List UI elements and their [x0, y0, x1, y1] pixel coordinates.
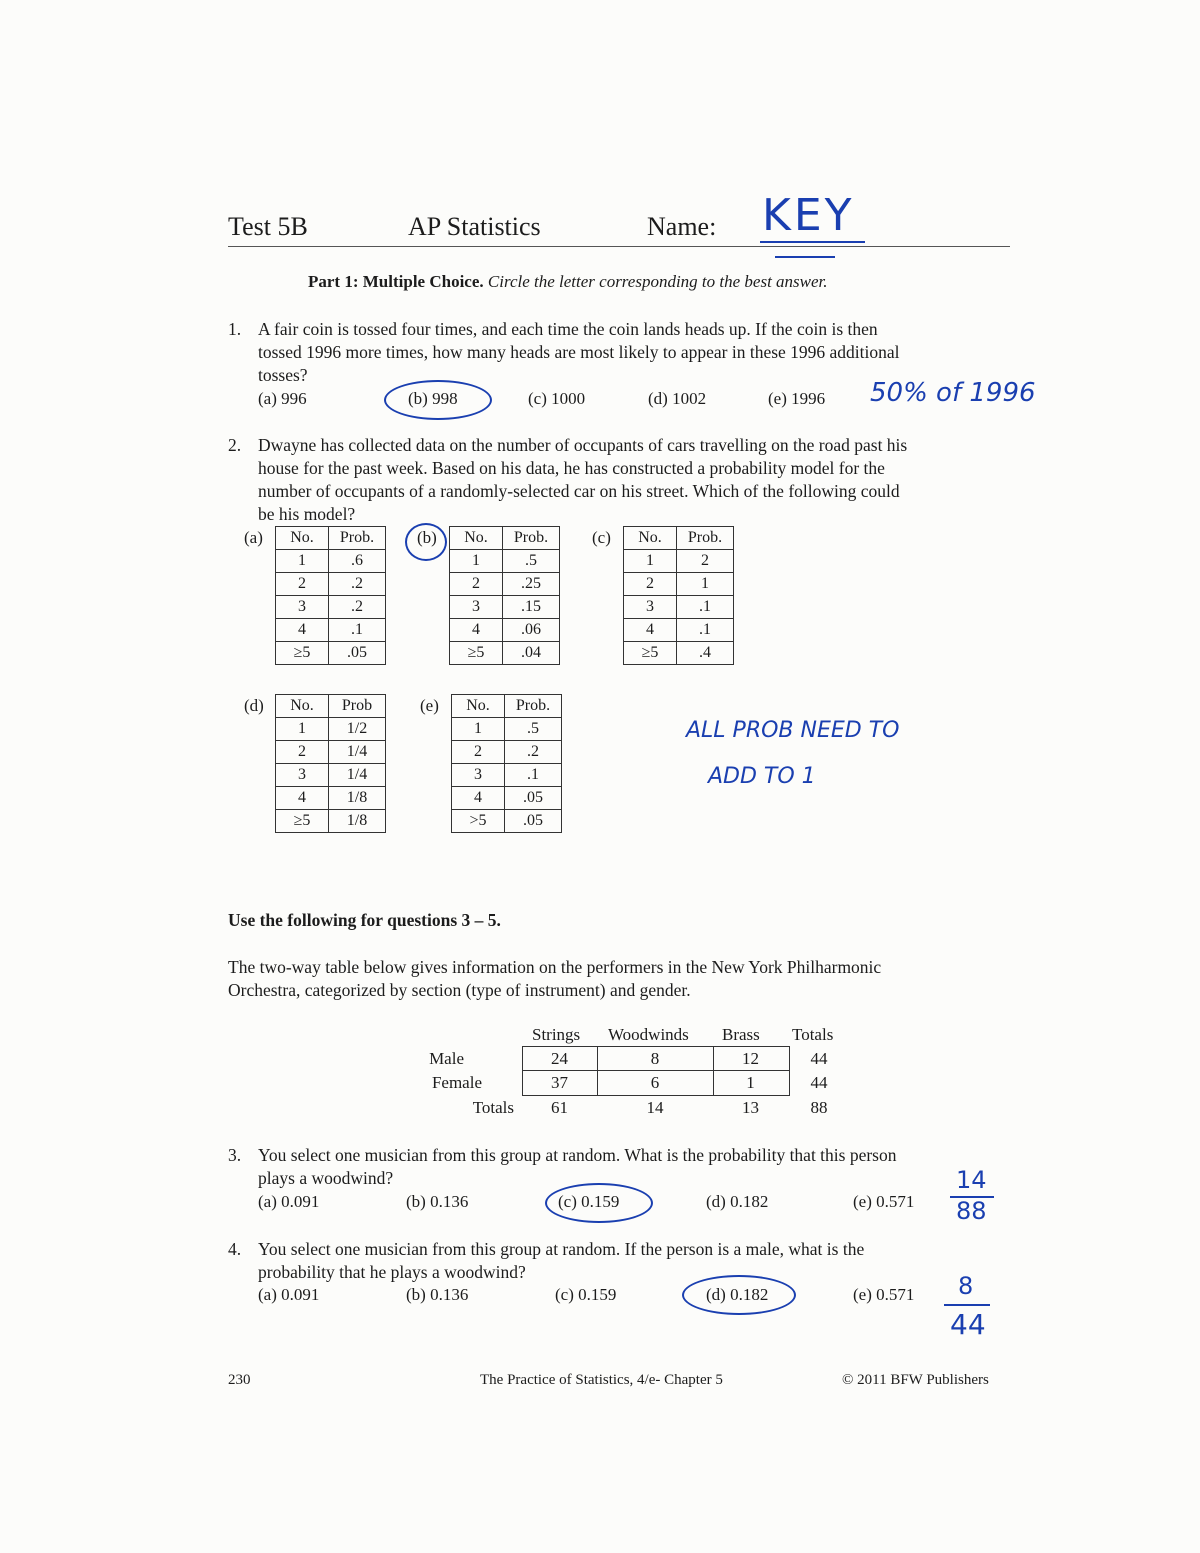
q2-line: Dwayne has collected data on the number of occupants of cars travelling on the road past his [258, 435, 908, 455]
table-cell: 1 [276, 718, 329, 741]
table-cell: >5 [452, 810, 505, 833]
q3-fraction-denominator: 88 [956, 1197, 987, 1225]
q1-option-e[interactable]: (e) 1996 [768, 389, 826, 408]
q4-answer-circle [682, 1275, 796, 1315]
table-cell: 3 [452, 764, 505, 787]
tw-cell: 44 [810, 1049, 828, 1068]
q4-fraction-denominator: 44 [950, 1308, 986, 1341]
table-d-letter[interactable]: (d) [244, 696, 264, 715]
name-label: Name: [647, 212, 717, 241]
table-cell: .2 [505, 741, 562, 764]
name-underline-ink [760, 241, 865, 243]
table-cell: 3 [450, 596, 503, 619]
tw-col-header: Brass [722, 1025, 760, 1044]
table-cell: 4 [624, 619, 677, 642]
tw-cell: 6 [650, 1073, 660, 1092]
prob-table-c [623, 526, 734, 665]
q3-option-c[interactable]: (c) 0.159 [558, 1192, 620, 1211]
q1-line: tosses? [258, 365, 308, 385]
tw-cell: 44 [810, 1073, 828, 1092]
tw-row-label: Totals [472, 1098, 514, 1117]
table-cell: .2 [329, 573, 386, 596]
name-handwritten: KEY [762, 190, 855, 241]
q3-line: plays a woodwind? [258, 1168, 394, 1188]
table-cell: 1/4 [329, 764, 386, 787]
q1-option-d[interactable]: (d) 1002 [648, 389, 707, 408]
table-cell: ≥5 [624, 642, 677, 665]
table-cell: 1 [276, 550, 329, 573]
q3-fraction-numerator: 14 [956, 1166, 987, 1194]
q2-number: 2. [228, 435, 242, 455]
table-cell: .15 [503, 596, 560, 619]
table-header: Prob [329, 695, 386, 718]
tw-cell: 61 [551, 1098, 568, 1117]
table-b-letter[interactable]: (b) [417, 528, 437, 547]
table-cell: 1 [624, 550, 677, 573]
q4-fraction-bar [944, 1304, 990, 1306]
footer-page-number: 230 [228, 1372, 251, 1388]
q1-annotation: 50% of 1996 [870, 378, 1036, 408]
table-cell: .06 [503, 619, 560, 642]
q4-option-c[interactable]: (c) 0.159 [555, 1285, 617, 1304]
q4-line: You select one musician from this group at random. If the person is a male, what is the [258, 1239, 865, 1259]
part1-instruction: Circle the letter corresponding to the best answer. [487, 272, 828, 291]
q4-option-d[interactable]: (d) 0.182 [706, 1285, 769, 1304]
footer-copyright: © 2011 BFW Publishers [842, 1372, 989, 1388]
tw-cell: 12 [742, 1049, 759, 1068]
table-cell: .5 [503, 550, 560, 573]
table-cell: .6 [329, 550, 386, 573]
prob-table-e [451, 694, 562, 833]
table-cell: 1/4 [329, 741, 386, 764]
q3-answer-circle [545, 1183, 653, 1223]
prob-table-a [275, 526, 386, 665]
table-cell: .04 [503, 642, 560, 665]
header-rule [228, 246, 1010, 247]
intro-line: Orchestra, categorized by section (type of instrument) and gender. [228, 980, 691, 1000]
table-header: Prob. [505, 695, 562, 718]
tw-col-header: Woodwinds [608, 1025, 689, 1044]
tw-cell: 14 [646, 1098, 664, 1117]
section-heading: Use the following for questions 3 – 5. [228, 910, 501, 930]
table-header: No. [452, 695, 505, 718]
table-cell: 1 [677, 573, 734, 596]
part1-instructions [308, 272, 828, 292]
q1-option-b[interactable]: (b) 998 [408, 389, 458, 408]
q2-answer-circle [405, 523, 447, 561]
table-cell: ≥5 [276, 642, 329, 665]
table-cell: .1 [505, 764, 562, 787]
q2-annotation-line1: ALL PROB NEED TO [686, 718, 900, 743]
q3-number: 3. [228, 1145, 242, 1165]
table-cell: 2 [450, 573, 503, 596]
table-cell: ≥5 [450, 642, 503, 665]
tw-col-header: Strings [532, 1025, 581, 1044]
table-header: No. [450, 527, 503, 550]
q4-option-e[interactable]: (e) 0.571 [853, 1285, 915, 1304]
table-cell: 3 [624, 596, 677, 619]
table-cell: 3 [276, 764, 329, 787]
table-a-letter[interactable]: (a) [244, 528, 263, 547]
table-header: No. [276, 527, 329, 550]
table-cell: 2 [452, 741, 505, 764]
table-cell: .1 [329, 619, 386, 642]
table-cell: .05 [505, 810, 562, 833]
q2-line: number of occupants of a randomly-selected car on his street. Which of the following could [258, 481, 900, 501]
q1-option-c[interactable]: (c) 1000 [528, 389, 586, 408]
q4-option-b[interactable]: (b) 0.136 [406, 1285, 469, 1304]
table-cell: 2 [677, 550, 734, 573]
table-cell: 4 [276, 619, 329, 642]
q1-line: tossed 1996 more times, how many heads are most likely to appear in these 1996 additional [258, 342, 900, 362]
q3-option-b[interactable]: (b) 0.136 [406, 1192, 469, 1211]
table-cell: ≥5 [276, 810, 329, 833]
prob-table-d [275, 694, 386, 833]
table-cell: .1 [677, 619, 734, 642]
table-cell: .1 [677, 596, 734, 619]
table-cell: 4 [452, 787, 505, 810]
q2-annotation-line2: ADD TO 1 [708, 764, 816, 789]
table-e-letter[interactable]: (e) [420, 696, 439, 715]
table-cell: .4 [677, 642, 734, 665]
tw-row-label: Male [429, 1049, 464, 1068]
tw-cell: 8 [650, 1049, 660, 1068]
table-header: Prob. [677, 527, 734, 550]
q4-line: probability that he plays a woodwind? [258, 1262, 526, 1282]
q1-line: A fair coin is tossed four times, and each time the coin lands heads up. If the coin is then [258, 319, 878, 339]
table-cell: .5 [505, 718, 562, 741]
intro-line: The two-way table below gives information on the performers in the New York Philharmonic [228, 957, 882, 977]
table-cell: 3 [276, 596, 329, 619]
tw-cell: 24 [551, 1049, 568, 1068]
q3-line: You select one musician from this group at random. What is the probability that this person [258, 1145, 897, 1165]
table-header: No. [276, 695, 329, 718]
q4-number: 4. [228, 1239, 242, 1259]
table-cell: 1 [450, 550, 503, 573]
q1-number: 1. [228, 319, 242, 339]
prob-table-b [449, 526, 560, 665]
q3-option-a[interactable]: (a) 0.091 [258, 1192, 320, 1211]
table-cell: 4 [276, 787, 329, 810]
table-header: No. [624, 527, 677, 550]
table-cell: 2 [624, 573, 677, 596]
q4-option-a[interactable]: (a) 0.091 [258, 1285, 320, 1304]
tw-col-header: Totals [792, 1025, 834, 1044]
table-header: Prob. [503, 527, 560, 550]
table-cell: 1 [452, 718, 505, 741]
table-cell: 1/8 [329, 810, 386, 833]
tw-cell: 88 [810, 1098, 828, 1117]
table-header: Prob. [329, 527, 386, 550]
table-cell: 2 [276, 741, 329, 764]
table-cell: .05 [329, 642, 386, 665]
name-underline-ink-2 [775, 256, 835, 258]
table-c-letter[interactable]: (c) [592, 528, 611, 547]
part1-title: Part 1: Multiple Choice. [308, 272, 484, 291]
table-cell: 1/2 [329, 718, 386, 741]
table-cell: .2 [329, 596, 386, 619]
tw-row-label: Female [431, 1073, 482, 1092]
table-cell: 2 [276, 573, 329, 596]
q2-line: house for the past week. Based on his data, he has constructed a probability model for the [258, 458, 885, 478]
table-cell: .25 [503, 573, 560, 596]
table-cell: 4 [450, 619, 503, 642]
footer-book: The Practice of Statistics, 4/e- Chapter 5 [480, 1372, 723, 1388]
q1-answer-circle [384, 380, 492, 420]
tw-cell: 1 [746, 1073, 755, 1092]
tw-cell: 37 [551, 1073, 568, 1092]
q1-option-a[interactable]: (a) 996 [258, 389, 307, 408]
table-cell: 1/8 [329, 787, 386, 810]
test-label: Test 5B [228, 212, 308, 241]
tw-cell: 13 [742, 1098, 759, 1117]
q4-fraction-numerator: 8 [958, 1272, 974, 1300]
course-label: AP Statistics [408, 212, 541, 241]
q2-line: be his model? [258, 504, 356, 524]
q3-option-d[interactable]: (d) 0.182 [706, 1192, 769, 1211]
q3-option-e[interactable]: (e) 0.571 [853, 1192, 915, 1211]
table-cell: .05 [505, 787, 562, 810]
